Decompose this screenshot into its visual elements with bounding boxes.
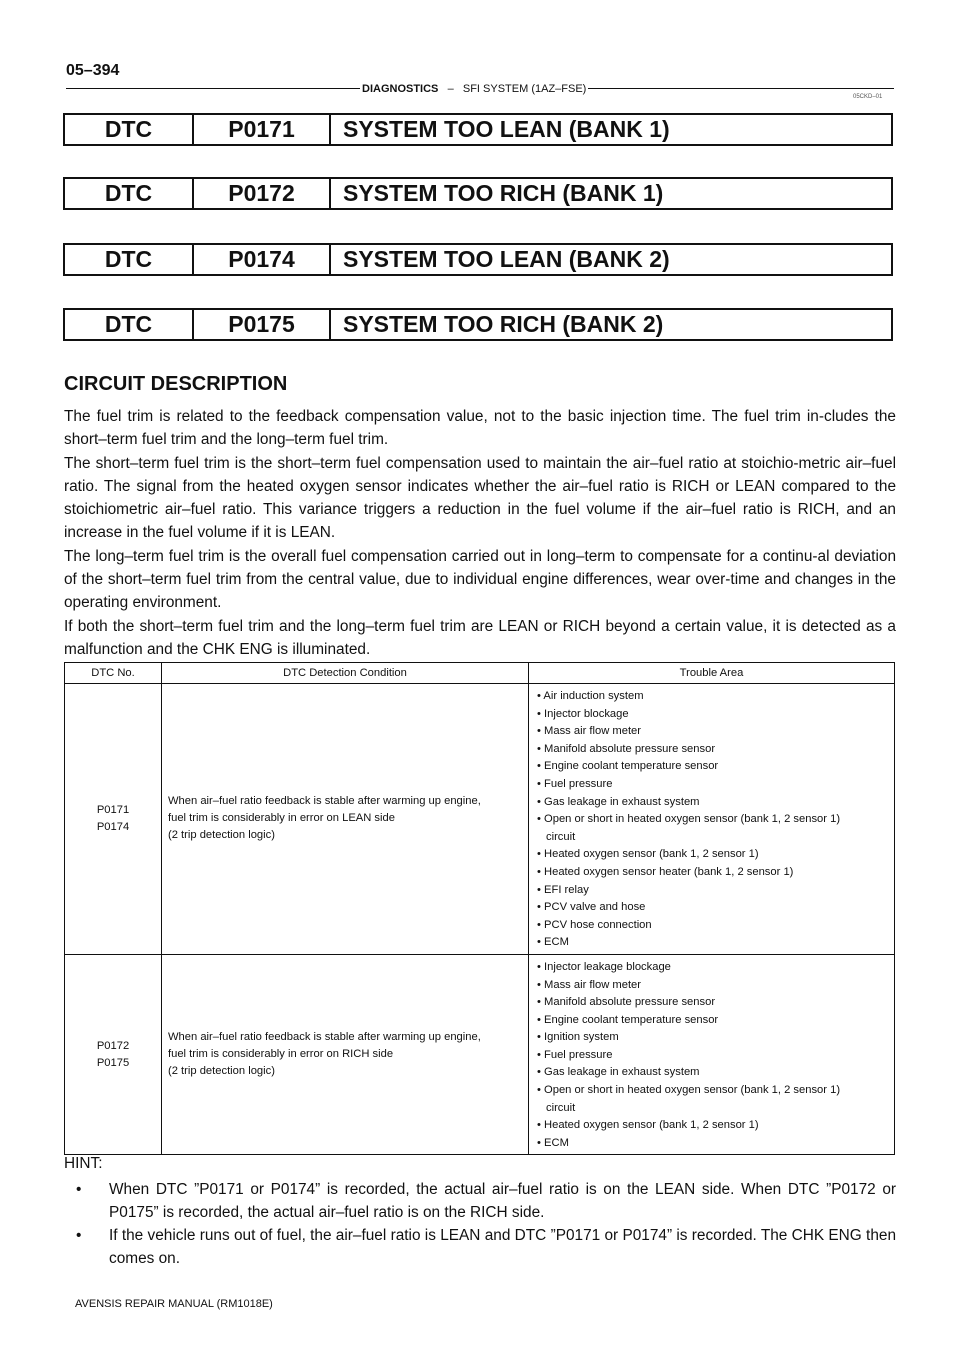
trouble-area-item: • EFI relay: [537, 883, 589, 896]
dtc-title-box: [63, 113, 893, 146]
trouble-area-item: • ECM: [537, 1136, 569, 1149]
dtc-number: P0175: [96, 1056, 130, 1069]
dtc-title-box: [63, 308, 893, 341]
table-row: [65, 954, 895, 1155]
condition-line: (2 trip detection logic): [168, 829, 275, 842]
dtc-title-box: [63, 243, 893, 276]
dtc-label: DTC: [65, 179, 194, 208]
trouble-area-item: • Injector blockage: [537, 707, 629, 720]
bullet-icon: •: [76, 1181, 82, 1198]
dtc-code: P0171: [194, 115, 331, 144]
table-row: [65, 684, 895, 955]
condition-line: (2 trip detection logic): [168, 1065, 275, 1078]
trouble-area-item: • Mass air flow meter: [537, 978, 642, 991]
dtc-number-cell: [65, 684, 162, 955]
hint-label: HINT:: [64, 1155, 103, 1172]
condition-line: When air–fuel ratio feedback is stable after warming up engine,: [168, 795, 481, 808]
dtc-code: P0172: [194, 179, 331, 208]
dtc-title-box: [63, 177, 893, 210]
header-section: DIAGNOSTICS: [362, 83, 439, 95]
trouble-area-item: • Gas leakage in exhaust system: [537, 1066, 700, 1079]
hint-text: If the vehicle runs out of fuel, the air–fuel ratio is LEAN and DTC ”P0171 or P0174” is recorded. The CHK ENG then comes on.: [109, 1227, 896, 1267]
detection-condition-cell: [162, 954, 529, 1155]
hint-text: When DTC ”P0171 or P0174” is recorded, the actual air–fuel ratio is on the LEAN side. When DTC ”P0172 or P0175” is recorded, the actual air–fuel ratio is on the RICH side.: [109, 1181, 896, 1221]
detection-condition-cell: [162, 684, 529, 955]
trouble-area-item: • Engine coolant temperature sensor: [537, 760, 719, 773]
dtc-title: SYSTEM TOO RICH (BANK 2): [343, 311, 664, 337]
column-header: Trouble Area: [529, 663, 895, 684]
condition-line: fuel trim is considerably in error on LEAN side: [168, 812, 395, 825]
header-separator: –: [447, 83, 454, 95]
section-heading: CIRCUIT DESCRIPTION: [64, 373, 288, 395]
running-header: [360, 83, 588, 95]
circuit-description: [64, 405, 896, 661]
trouble-area-item: • Fuel pressure: [537, 777, 613, 790]
hint-item: [64, 1178, 896, 1224]
dtc-code: P0175: [194, 310, 331, 339]
trouble-area-item: • Fuel pressure: [537, 1048, 613, 1061]
trouble-area-item: • Heated oxygen sensor (bank 1, 2 sensor 1): [537, 1119, 759, 1132]
dtc-title: SYSTEM TOO LEAN (BANK 2): [343, 246, 670, 272]
condition-line: fuel trim is considerably in error on RICH side: [168, 1048, 394, 1061]
dtc-title: SYSTEM TOO RICH (BANK 1): [343, 180, 664, 206]
dtc-table: [64, 662, 895, 1155]
hint-list: [64, 1178, 896, 1270]
trouble-area-item: • Ignition system: [537, 1031, 619, 1044]
dtc-number: P0171: [96, 803, 130, 816]
trouble-area-item: • Engine coolant temperature sensor: [537, 1013, 719, 1026]
dtc-label: DTC: [65, 245, 194, 274]
trouble-area-item: • Mass air flow meter: [537, 725, 642, 738]
dtc-number: P0174: [96, 820, 130, 833]
description-paragraph: The long–term fuel trim is the overall fuel compensation carried out in long–term to compensate for a continu-al deviation of the short–term fuel trim from the central value, due to individual engine differences, wear over-time and changes in the operating environment.: [64, 547, 896, 612]
dtc-number-cell: [65, 954, 162, 1155]
trouble-area-item: • PCV valve and hose: [537, 901, 646, 914]
header-subsection: SFI SYSTEM (1AZ–FSE): [462, 83, 587, 95]
dtc-title: SYSTEM TOO LEAN (BANK 1): [343, 116, 670, 142]
description-paragraph: The fuel trim is related to the feedback compensation value, not to the basic injection time. The fuel trim in-cludes the short–term fuel trim and the long–term fuel trim.: [64, 408, 896, 449]
trouble-area-item: • PCV hose connection: [537, 918, 652, 931]
table-header-row: [65, 663, 895, 684]
bullet-icon: •: [76, 1227, 82, 1244]
trouble-area-item: • Manifold absolute pressure sensor: [537, 996, 716, 1009]
trouble-area-item: • Heated oxygen sensor heater (bank 1, 2 sensor 1): [537, 865, 794, 878]
trouble-area-item: • Manifold absolute pressure sensor: [537, 742, 716, 755]
trouble-area-item: • Heated oxygen sensor (bank 1, 2 sensor 1): [537, 848, 759, 861]
condition-line: When air–fuel ratio feedback is stable after warming up engine,: [168, 1031, 481, 1044]
document-code: 05CKD–01: [853, 94, 883, 100]
trouble-area-item: • Air induction system: [537, 690, 644, 702]
page-number: 05–394: [66, 62, 120, 79]
dtc-code: P0174: [194, 245, 331, 274]
trouble-area-item: circuit: [546, 830, 576, 843]
column-header: DTC Detection Condition: [162, 663, 529, 684]
trouble-area-item: • ECM: [537, 936, 569, 949]
trouble-area-cell: [529, 954, 895, 1155]
trouble-area-item: • Open or short in heated oxygen sensor (bank 1, 2 sensor 1): [537, 813, 841, 826]
description-paragraph: If both the short–term fuel trim and the long–term fuel trim are LEAN or RICH beyond a certain value, it is detected as a malfunction and the CHK ENG is illuminated.: [64, 617, 896, 658]
trouble-area-item: • Gas leakage in exhaust system: [537, 795, 700, 808]
dtc-number: P0172: [96, 1039, 130, 1052]
trouble-area-item: circuit: [546, 1101, 576, 1114]
trouble-area-item: • Injector leakage blockage: [537, 960, 671, 973]
trouble-area-item: • Open or short in heated oxygen sensor (bank 1, 2 sensor 1): [537, 1084, 841, 1097]
hint-item: [64, 1224, 896, 1270]
trouble-area-cell: [529, 684, 895, 955]
description-paragraph: The short–term fuel trim is the short–term fuel compensation used to maintain the air–fuel ratio at stoichio-metric air–fuel ratio. The signal from the heated oxygen sensor indicates whether the air–fuel ratio is RICH or LEAN compared to the stoichiometric air–fuel ratio. This variance triggers a reduction in the fuel volume if the air–fuel ratio is RICH, and an increase in the fuel volume if it is LEAN.: [64, 454, 896, 542]
manual-footer: AVENSIS REPAIR MANUAL (RM1018E): [75, 1298, 273, 1310]
dtc-label: DTC: [65, 115, 194, 144]
dtc-label: DTC: [65, 310, 194, 339]
column-header: DTC No.: [65, 663, 162, 684]
